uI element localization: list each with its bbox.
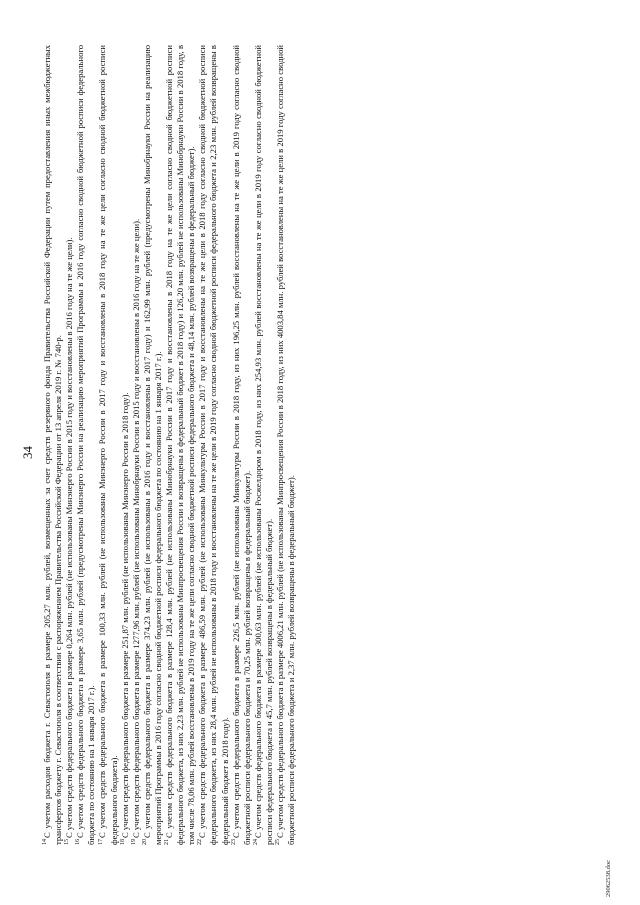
page-number: 34 bbox=[20, 446, 35, 459]
footnote-text: С учетом средств федерального бюджета в размере 0,264 млн. рублей (не использованы Минэнерго России в 2015 году и восстановлены в 2016 году на те же цели). bbox=[64, 237, 75, 838]
footnote-number: 19 bbox=[130, 839, 137, 845]
footnote-15 bbox=[64, 45, 75, 845]
footnote-number: 17 bbox=[97, 839, 104, 845]
footnote-text: С учетом средств федерального бюджета в размере 486,59 млн. рублей (не использованы Минкультуры России в 2017 году и восстановлены на те же цели в 2018 году согласно сводной бюджетной росписи федерального бюджета, из них 28,4 млн. рублей не использованы в 2018 году и восстановлены на те же цели в 2019 году согласно сводной бюджетной росписи федерального бюджета и 2,23 млн. рублей возвращены в федеральный бюджет в 2018 году). bbox=[197, 45, 230, 845]
footnote-number: 14 bbox=[42, 839, 49, 845]
footnote-number: 21 bbox=[164, 839, 171, 845]
footnote-19 bbox=[131, 45, 142, 845]
footnote-20 bbox=[142, 45, 164, 845]
footnote-24 bbox=[253, 45, 275, 845]
footnote-text: С учетом средств федерального бюджета в размере 128,4 млн. рублей (не использованы Минобрнауки России в 2017 году и восстановлены в 2018 году на те же цели согласно сводной бюджетной росписи федерального бюджета, из них 2,23 млн. рублей не использованы Минпросвещения России и возвращены в федеральный бюджет в 2018 году) и 126,20 млн. рублей не использованы Минобрнауки России в 2018 году, в том числе 78,06 млн. рублей восстановлены в 2019 году на те же цели согласно сводной бюджетной росписи федерального бюджета и 48,14 млн. рублей возвращены в федеральный бюджет). bbox=[164, 45, 197, 845]
footnotes-block bbox=[42, 45, 297, 845]
footnote-17 bbox=[97, 45, 119, 845]
footnote-text: С учетом средств федерального бюджета в размере 3,65 млн. рублей (предусмотрены Минэнерго России на реализацию мероприятий Программы в 2016 году согласно сводной бюджетной росписи федерального бюджета по состоянию на 1 января 2017 г.). bbox=[75, 45, 97, 845]
footnote-text: С учетом средств федерального бюджета в размере 251,87 млн. рублей (не использованы Минэнерго России в 2018 году). bbox=[119, 392, 130, 838]
footnote-16 bbox=[75, 45, 97, 845]
footnote-text: С учетом средств федерального бюджета в размере 226,5 млн. рублей (не использованы Минкультуры России в 2018 году, из них 196,25 млн. рублей восстановлены на те же цели в 2019 году согласно сводной бюджетной росписи федерального бюджета и 70,25 млн. рублей возвращены в федеральный бюджет). bbox=[230, 45, 252, 845]
document-id: 29062538.doc bbox=[605, 859, 612, 897]
footnote-number: 16 bbox=[75, 839, 82, 845]
footnote-number: 24 bbox=[252, 839, 259, 845]
footnote-21 bbox=[164, 45, 197, 845]
footnote-number: 18 bbox=[119, 839, 126, 845]
footnote-18 bbox=[120, 45, 131, 845]
footnote-number: 23 bbox=[230, 839, 237, 845]
footnote-text: С учетом средств федерального бюджета в размере 4006,21 млн. рублей (не использованы Минпросвещения России в 2018 году, из них 4003,84 млн. рублей восстановлены на те же цели в 2019 году согласно сводной бюджетной росписи федерального бюджета и 2,37 млн. рублей возвращены в федеральный бюджет). bbox=[274, 45, 297, 845]
footnote-number: 20 bbox=[141, 839, 148, 845]
footnote-text: С учетом средств федерального бюджета в размере 1277,96 млн. рублей (не использованы Минобрнауки России в 2015 году и восстановлены в 2016 году на те же цели). bbox=[130, 218, 141, 838]
footnote-23 bbox=[231, 45, 253, 845]
footnote-text: С учетом расходов бюджета г. Севастополя в размере 205,27 млн. рублей, возмещенных за счет средств резервного фонда Правительства Российской Федерации путем предоставления иных межбюджетных трансфертов бюджету г. Севастополя в соответствии с распоряжением Правительства Российской Федерации от 13 апреля 2019 г. № 740-р. bbox=[42, 45, 64, 845]
footnote-text: С учетом средств федерального бюджета в размере 100,33 млн. рублей (не использованы Минэнерго России в 2017 году и восстановлены в 2018 году на те же цели согласно сводной бюджетной росписи федерального бюджета). bbox=[97, 45, 119, 845]
footnote-14 bbox=[42, 45, 64, 845]
footnote-number: 25 bbox=[275, 839, 282, 845]
footnote-text: С учетом средств федерального бюджета в размере 300,63 млн. рублей (не использованы Росжелдором в 2018 году, из них 254,93 млн. рублей восстановлены на те же цели в 2019 году согласно сводной бюджетной росписи федерального бюджета и 45,7 млн. рублей возвращены в федеральный бюджет). bbox=[252, 45, 274, 845]
footnote-22 bbox=[197, 45, 230, 845]
footnote-number: 22 bbox=[197, 839, 204, 845]
footnote-25 bbox=[275, 45, 297, 845]
footnote-text: С учетом средств федерального бюджета в размере 374,23 млн. рублей (не использованы в 2016 году и восстановлены в 2017 году) и 162,99 млн. рублей (предусмотрены Минобрнауки России на реализацию мероприятий Программы в 2016 году согласно сводной бюджетной росписи федерального бюджета по состоянию на 1 января 2017 г.). bbox=[141, 45, 163, 845]
footnote-number: 15 bbox=[64, 839, 71, 845]
